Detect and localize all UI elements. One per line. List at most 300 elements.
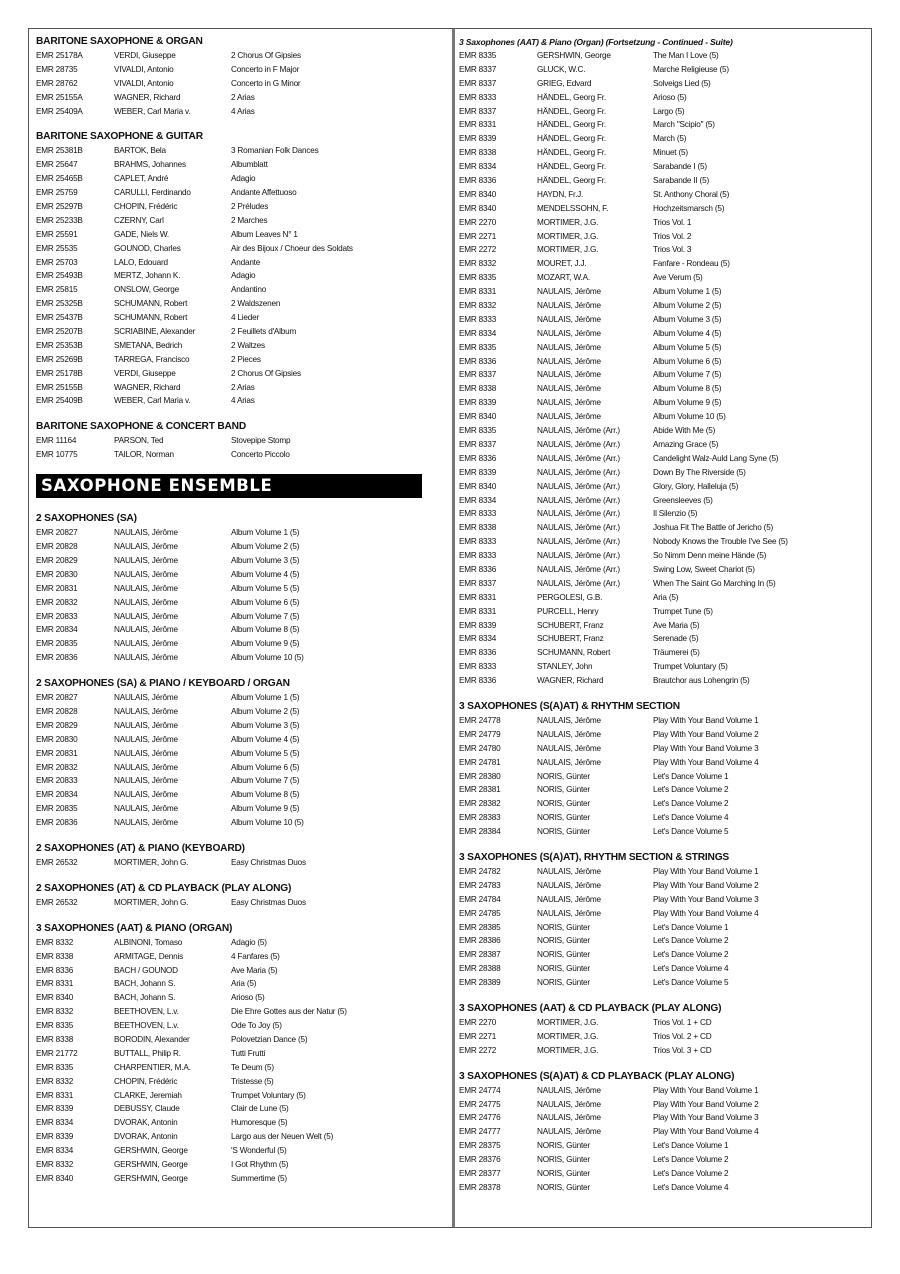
catalog-number: EMR 8336 (459, 564, 497, 574)
catalog-row (36, 1144, 446, 1158)
work-title: Concerto in G Minor (231, 78, 301, 88)
catalog-number: EMR 24782 (459, 866, 501, 876)
catalog-row (36, 311, 446, 325)
composer-name: CARULLI, Ferdinando (114, 188, 191, 198)
composer-name: VERDI, Giuseppe (114, 368, 176, 378)
composer-name: NAULAIS, Jérôme (114, 790, 178, 800)
composer-name: BEETHOVEN, L.v. (114, 1007, 179, 1017)
work-title: Let's Dance Volume 1 (653, 771, 729, 781)
catalog-row (459, 783, 869, 797)
catalog-row (459, 1167, 869, 1181)
catalog-number: EMR 8337 (459, 78, 497, 88)
catalog-number: EMR 8335 (459, 342, 497, 352)
catalog-number: EMR 25493B (36, 271, 83, 281)
catalog-row (459, 452, 869, 466)
catalog-row (459, 91, 869, 105)
work-title: Aria (5) (653, 592, 679, 602)
catalog-section (459, 851, 869, 990)
catalog-number: EMR 28382 (459, 799, 501, 809)
composer-name: GRIEG, Edvard (537, 78, 592, 88)
work-title: Let's Dance Volume 1 (653, 1141, 729, 1151)
work-title: When The Saint Go Marching In (5) (653, 578, 776, 588)
catalog-row (36, 610, 446, 624)
catalog-row (459, 118, 869, 132)
catalog-row (459, 577, 869, 591)
work-title: Nobody Knows the Trouble I've See (5) (653, 537, 788, 547)
catalog-number: EMR 8334 (36, 1118, 74, 1128)
catalog-row (36, 705, 446, 719)
work-title: Album Volume 7 (5) (231, 776, 300, 786)
catalog-row (36, 49, 446, 63)
catalog-section (459, 35, 869, 688)
composer-name: GLUCK, W.C. (537, 64, 586, 74)
work-title: Play With Your Band Volume 4 (653, 757, 759, 767)
catalog-row (36, 381, 446, 395)
composer-name: NORIS, Günter (537, 922, 590, 932)
composer-name: MOURET, J.J. (537, 259, 587, 269)
composer-name: SCHUBERT, Franz (537, 620, 604, 630)
catalog-row (36, 651, 446, 665)
work-title: Album Volume 6 (5) (231, 597, 300, 607)
catalog-row (459, 1139, 869, 1153)
catalog-section (36, 922, 446, 1186)
catalog-number: EMR 8337 (459, 64, 497, 74)
work-title: 3 Romanian Folk Dances (231, 146, 319, 156)
catalog-number: EMR 8335 (459, 273, 497, 283)
catalog-number: EMR 25325B (36, 299, 83, 309)
catalog-row (459, 424, 869, 438)
catalog-number: EMR 8340 (36, 993, 74, 1003)
catalog-row (36, 394, 446, 408)
work-title: Air des Bijoux / Choeur des Soldats (231, 243, 353, 253)
catalog-row (459, 797, 869, 811)
catalog-number: EMR 8332 (36, 1076, 74, 1086)
composer-name: NAULAIS, Jérôme (537, 729, 601, 739)
composer-name: ALBINONI, Tomaso (114, 937, 183, 947)
catalog-row (36, 242, 446, 256)
catalog-number: EMR 25178A (36, 51, 83, 60)
work-title: Andantino (231, 285, 267, 295)
catalog-number: EMR 8340 (459, 412, 497, 422)
catalog-row (36, 256, 446, 270)
section-title: 3 SAXOPHONES (S(A)AT) & CD PLAYBACK (PLAY ALONG) (459, 1070, 735, 1082)
catalog-number: EMR 25703 (36, 257, 78, 267)
catalog-number: EMR 20835 (36, 639, 78, 649)
catalog-row (36, 1102, 446, 1116)
catalog-number: EMR 8338 (459, 384, 497, 394)
composer-name: MOZART, W.A. (537, 273, 590, 283)
catalog-number: EMR 8336 (459, 648, 497, 658)
catalog-row (36, 91, 446, 105)
composer-name: NAULAIS, Jérôme (537, 301, 601, 311)
catalog-row (459, 105, 869, 119)
work-title: Let's Dance Volume 2 (653, 936, 729, 946)
catalog-number: EMR 25535 (36, 243, 78, 253)
composer-name: CHOPIN, Frédéric (114, 1076, 178, 1086)
work-title: 4 Fanfares (5) (231, 951, 280, 961)
composer-name: NAULAIS, Jérôme (Arr.) (537, 564, 620, 574)
catalog-row (36, 158, 446, 172)
composer-name: BACH, Johann S. (114, 993, 176, 1003)
catalog-number: EMR 8332 (36, 937, 74, 947)
composer-name: NAULAIS, Jérôme (537, 398, 601, 408)
catalog-number: EMR 28387 (459, 950, 501, 960)
catalog-number: EMR 8331 (36, 979, 74, 989)
work-title: March "Scipio" (5) (653, 120, 715, 130)
catalog-number: EMR 8335 (36, 1062, 74, 1072)
catalog-row (36, 214, 446, 228)
composer-name: BEETHOVEN, L.v. (114, 1021, 179, 1031)
work-title: Let's Dance Volume 2 (653, 1155, 729, 1165)
catalog-number: EMR 8336 (36, 965, 74, 975)
catalog-row (459, 756, 869, 770)
catalog-number: EMR 8334 (459, 634, 497, 644)
catalog-row (36, 1130, 446, 1144)
work-title: 2 Waltzes (231, 340, 265, 350)
work-title: Album Volume 1 (5) (653, 287, 722, 297)
section-banner: SAXOPHONE ENSEMBLE (36, 474, 422, 498)
work-title: Trumpet Voluntary (5) (653, 662, 728, 672)
catalog-row (36, 802, 446, 816)
work-title: Largo (5) (653, 106, 685, 116)
catalog-row (36, 964, 446, 978)
catalog-number: EMR 20832 (36, 597, 78, 607)
composer-name: HÄNDEL, Georg Fr. (537, 134, 606, 144)
catalog-row (459, 396, 869, 410)
work-title: Play With Your Band Volume 3 (653, 894, 759, 904)
work-title: Ode To Joy (5) (231, 1021, 282, 1031)
catalog-row (36, 434, 446, 448)
catalog-number: EMR 8333 (459, 551, 497, 561)
composer-name: NAULAIS, Jérôme (537, 342, 601, 352)
work-title: 4 Lieder (231, 313, 259, 323)
catalog-number: EMR 2272 (459, 1045, 497, 1055)
work-title: Trios Vol. 3 + CD (653, 1045, 712, 1055)
work-title: 4 Arias (231, 396, 255, 406)
catalog-number: EMR 25207B (36, 327, 83, 337)
catalog-number: EMR 24777 (459, 1127, 501, 1137)
work-title: Play With Your Band Volume 1 (653, 866, 759, 876)
work-title: I Got Rhythm (5) (231, 1160, 289, 1169)
catalog-number: EMR 28380 (459, 771, 501, 781)
catalog-row (36, 623, 446, 637)
composer-name: BORODIN, Alexander (114, 1034, 190, 1044)
catalog-row (36, 1089, 446, 1103)
catalog-number: EMR 25297B (36, 202, 83, 212)
catalog-row (459, 299, 869, 313)
composer-name: VERDI, Giuseppe (114, 51, 176, 60)
catalog-row (459, 1111, 869, 1125)
catalog-number: EMR 8339 (459, 398, 497, 408)
catalog-row (459, 1153, 869, 1167)
catalog-row (36, 63, 446, 77)
work-title: Die Ehre Gottes aus der Natur (5) (231, 1007, 347, 1017)
section-title: 3 SAXOPHONES (AAT) & PIANO (ORGAN) (36, 922, 233, 934)
composer-name: NAULAIS, Jérôme (Arr.) (537, 578, 620, 588)
catalog-number: EMR 8337 (459, 578, 497, 588)
work-title: Album Volume 4 (5) (231, 569, 300, 579)
catalog-number: EMR 25409A (36, 106, 83, 116)
composer-name: NAULAIS, Jérôme (114, 542, 178, 552)
catalog-row (459, 714, 869, 728)
catalog-number: EMR 24774 (459, 1085, 501, 1095)
catalog-number: EMR 8333 (459, 509, 497, 519)
catalog-number: EMR 28386 (459, 936, 501, 946)
composer-name: NAULAIS, Jérôme (114, 706, 178, 716)
work-title: Play With Your Band Volume 4 (653, 1127, 759, 1137)
composer-name: MERTZ, Johann K. (114, 271, 181, 281)
catalog-row (459, 438, 869, 452)
work-title: Album Volume 8 (5) (231, 625, 300, 635)
catalog-number: EMR 8339 (36, 1104, 74, 1114)
work-title: 2 Arias (231, 92, 255, 102)
catalog-section (36, 35, 446, 118)
work-title: Trios Vol. 1 (653, 217, 692, 227)
composer-name: ONSLOW, George (114, 285, 179, 295)
catalog-number: EMR 8339 (459, 134, 497, 144)
work-title: Serenade (5) (653, 634, 699, 644)
composer-name: WEBER, Carl Maria v. (114, 396, 191, 406)
catalog-row (36, 691, 446, 705)
composer-name: NAULAIS, Jérôme (537, 287, 601, 297)
catalog-number: EMR 8336 (459, 356, 497, 366)
catalog-row (459, 879, 869, 893)
work-title: Abide With Me (5) (653, 426, 716, 436)
catalog-number: EMR 20831 (36, 748, 78, 758)
work-title: Trumpet Voluntary (5) (231, 1090, 306, 1100)
catalog-row (36, 568, 446, 582)
catalog-number: EMR 28388 (459, 964, 501, 974)
work-title: Let's Dance Volume 2 (653, 799, 729, 809)
work-title: Let's Dance Volume 2 (653, 1169, 729, 1179)
work-title: Play With Your Band Volume 1 (653, 1085, 759, 1095)
work-title: 2 Feuillets d'Album (231, 327, 297, 337)
work-title: Trios Vol. 3 (653, 245, 692, 255)
catalog-row (36, 554, 446, 568)
work-title: Solveigs Lied (5) (653, 78, 711, 88)
composer-name: NAULAIS, Jérôme (114, 555, 178, 565)
catalog-number: EMR 8332 (459, 259, 497, 269)
composer-name: NORIS, Günter (537, 1182, 590, 1192)
catalog-row (459, 1016, 869, 1030)
composer-name: DVORAK, Antonin (114, 1132, 178, 1142)
work-title: So Nimm Denn meine Hände (5) (653, 551, 767, 561)
composer-name: NAULAIS, Jérôme (114, 569, 178, 579)
composer-name: WAGNER, Richard (537, 676, 604, 686)
composer-name: NAULAIS, Jérôme (537, 1113, 601, 1123)
right-column (459, 35, 869, 1207)
work-title: Album Volume 10 (5) (653, 412, 726, 422)
catalog-number: EMR 25409B (36, 396, 83, 406)
work-title: Trumpet Tune (5) (653, 606, 713, 616)
catalog-row (459, 507, 869, 521)
composer-name: NAULAIS, Jérôme (537, 1127, 601, 1137)
catalog-row (459, 1181, 869, 1195)
catalog-row (36, 172, 446, 186)
work-title: 2 Marches (231, 215, 268, 225)
composer-name: NAULAIS, Jérôme (537, 880, 601, 890)
composer-name: SCHUMANN, Robert (114, 313, 188, 323)
catalog-number: EMR 25381B (36, 146, 83, 156)
work-title: Hochzeitsmarsch (5) (653, 203, 725, 213)
catalog-row (36, 936, 446, 950)
composer-name: HÄNDEL, Georg Fr. (537, 92, 606, 102)
work-title: Humoresque (5) (231, 1118, 288, 1128)
composer-name: TAILOR, Norman (114, 450, 174, 460)
catalog-row (459, 49, 869, 63)
work-title: Play With Your Band Volume 3 (653, 743, 759, 753)
work-title: Trios Vol. 2 (653, 231, 692, 241)
catalog-row (36, 788, 446, 802)
composer-name: HAYDN, Fr.J. (537, 189, 584, 199)
work-title: Album Volume 1 (5) (231, 528, 300, 538)
composer-name: NORIS, Günter (537, 771, 590, 781)
work-title: Album Volume 10 (5) (231, 818, 304, 828)
catalog-row (459, 1098, 869, 1112)
composer-name: NAULAIS, Jérôme (Arr.) (537, 467, 620, 477)
composer-name: NORIS, Günter (537, 799, 590, 809)
catalog-number: EMR 10775 (36, 450, 78, 460)
catalog-number: EMR 8337 (459, 106, 497, 116)
work-title: Concerto in F Major (231, 64, 300, 74)
work-title: Ave Maria (5) (653, 620, 700, 630)
work-title: Albumblatt (231, 160, 268, 170)
catalog-number: EMR 28384 (459, 827, 501, 837)
work-title: Play With Your Band Volume 2 (653, 1099, 759, 1109)
composer-name: DVORAK, Antonin (114, 1118, 178, 1128)
catalog-row (36, 950, 446, 964)
work-title: Album Volume 6 (5) (231, 762, 300, 772)
catalog-number: EMR 8340 (459, 203, 497, 213)
catalog-section (459, 700, 869, 839)
work-title: Album Volume 9 (5) (653, 398, 722, 408)
composer-name: NAULAIS, Jérôme (114, 625, 178, 635)
catalog-number: EMR 25155B (36, 382, 83, 392)
catalog-row (36, 747, 446, 761)
catalog-row (459, 619, 869, 633)
catalog-row (36, 1019, 446, 1033)
work-title: Ave Verum (5) (653, 273, 703, 283)
composer-name: PARSON, Ted (114, 436, 164, 446)
catalog-number: EMR 8331 (459, 120, 497, 130)
catalog-number: EMR 25647 (36, 160, 78, 170)
composer-name: NAULAIS, Jérôme (114, 597, 178, 607)
work-title: Träumerei (5) (653, 648, 700, 658)
catalog-number: EMR 8334 (459, 162, 497, 172)
composer-name: NAULAIS, Jérôme (Arr.) (537, 551, 620, 561)
composer-name: NAULAIS, Jérôme (537, 743, 601, 753)
composer-name: NAULAIS, Jérôme (114, 776, 178, 786)
composer-name: NAULAIS, Jérôme (114, 693, 178, 703)
composer-name: NAULAIS, Jérôme (537, 1085, 601, 1095)
catalog-number: EMR 8333 (459, 537, 497, 547)
catalog-number: EMR 8331 (36, 1090, 74, 1100)
composer-name: NAULAIS, Jérôme (Arr.) (537, 537, 620, 547)
work-title: Easy Christmas Duos (231, 857, 306, 867)
composer-name: TARREGA, Francisco (114, 354, 190, 364)
catalog-row (36, 582, 446, 596)
catalog-row (459, 480, 869, 494)
catalog-number: EMR 8337 (459, 370, 497, 380)
catalog-row (36, 77, 446, 91)
catalog-number: EMR 8333 (459, 92, 497, 102)
catalog-row (459, 410, 869, 424)
composer-name: MORTIMER, J.G. (537, 1031, 599, 1041)
composer-name: NORIS, Günter (537, 978, 590, 988)
catalog-number: EMR 20834 (36, 790, 78, 800)
catalog-number: EMR 25759 (36, 188, 78, 198)
catalog-row (36, 991, 446, 1005)
left-column (36, 35, 446, 1198)
catalog-number: EMR 28378 (459, 1182, 501, 1192)
work-title: Album Volume 4 (5) (231, 734, 300, 744)
work-title: Let's Dance Volume 5 (653, 827, 729, 837)
composer-name: SCHUMANN, Robert (537, 648, 611, 658)
work-title: Amazing Grace (5) (653, 439, 719, 449)
composer-name: NAULAIS, Jérôme (537, 1099, 601, 1109)
catalog-row (36, 283, 446, 297)
catalog-number: EMR 25591 (36, 229, 78, 239)
catalog-number: EMR 28389 (459, 978, 501, 988)
work-title: Aria (5) (231, 979, 257, 989)
catalog-number: EMR 26532 (36, 857, 78, 867)
catalog-row (459, 934, 869, 948)
composer-name: NORIS, Günter (537, 1169, 590, 1179)
work-title: Play With Your Band Volume 4 (653, 908, 759, 918)
work-title: Let's Dance Volume 5 (653, 978, 729, 988)
catalog-row (459, 770, 869, 784)
catalog-number: EMR 28762 (36, 78, 78, 88)
composer-name: ARMITAGE, Dennis (114, 951, 183, 961)
work-title: Easy Christmas Duos (231, 897, 306, 907)
section-title: BARITONE SAXOPHONE & ORGAN (36, 36, 203, 47)
catalog-number: EMR 8334 (459, 328, 497, 338)
catalog-row (36, 540, 446, 554)
catalog-row (459, 948, 869, 962)
work-title: Album Volume 6 (5) (653, 356, 722, 366)
composer-name: GOUNOD, Charles (114, 243, 181, 253)
work-title: 4 Arias (231, 106, 255, 116)
work-title: Te Deum (5) (231, 1062, 274, 1072)
composer-name: NAULAIS, Jérôme (Arr.) (537, 426, 620, 436)
catalog-number: EMR 20830 (36, 734, 78, 744)
work-title: Let's Dance Volume 2 (653, 950, 729, 960)
work-title: Trios Vol. 1 + CD (653, 1018, 712, 1027)
composer-name: NAULAIS, Jérôme (537, 866, 601, 876)
work-title: Album Volume 5 (5) (231, 583, 300, 593)
work-title: Tutti Frutti (231, 1048, 266, 1058)
composer-name: HÄNDEL, Georg Fr. (537, 162, 606, 172)
work-title: Sarabande II (5) (653, 176, 709, 186)
catalog-number: EMR 28385 (459, 922, 501, 932)
composer-name: SCHUMANN, Robert (114, 299, 188, 309)
catalog-number: EMR 8340 (459, 481, 497, 491)
catalog-number: EMR 8332 (36, 1007, 74, 1017)
catalog-number: EMR 20835 (36, 804, 78, 814)
composer-name: MORTIMER, John G. (114, 857, 189, 867)
catalog-number: EMR 8338 (36, 951, 74, 961)
catalog-number: EMR 8339 (36, 1132, 74, 1142)
work-title: Let's Dance Volume 2 (653, 785, 729, 795)
composer-name: CZERNY, Carl (114, 215, 164, 225)
catalog-number: EMR 24776 (459, 1113, 501, 1123)
composer-name: HÄNDEL, Georg Fr. (537, 120, 606, 130)
work-title: 2 Arias (231, 382, 255, 392)
catalog-number: EMR 28377 (459, 1169, 501, 1179)
work-title: Clair de Lune (5) (231, 1104, 289, 1114)
catalog-row (459, 921, 869, 935)
section-title: 2 SAXOPHONES (SA) & PIANO / KEYBOARD / ORGAN (36, 678, 290, 690)
